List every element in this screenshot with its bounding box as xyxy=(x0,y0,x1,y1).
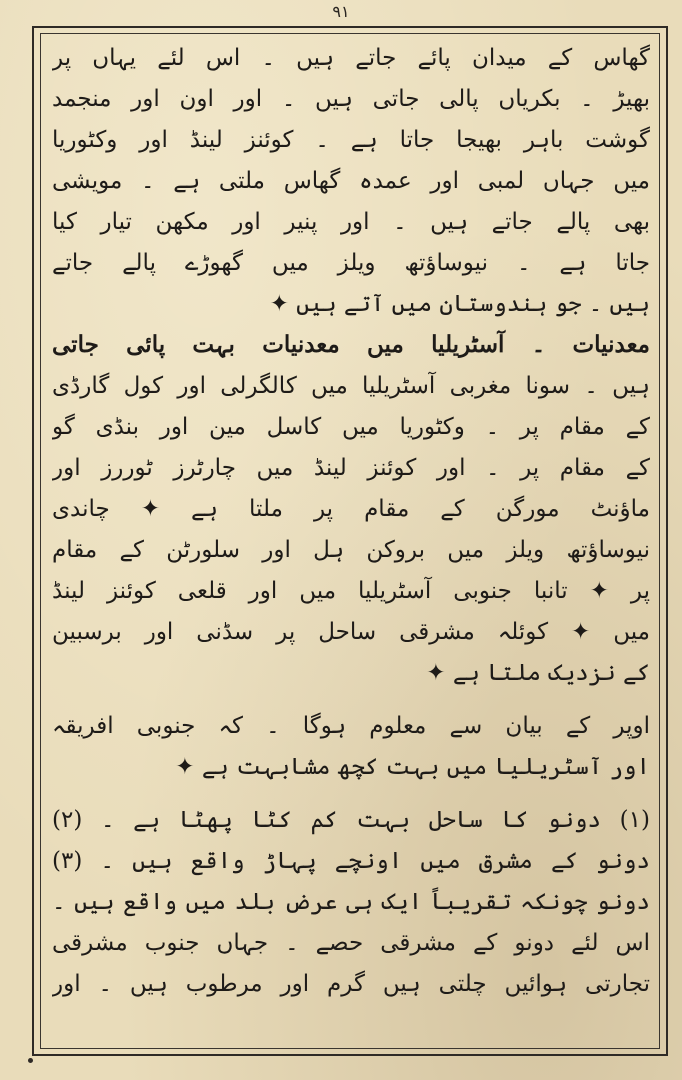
section-heading-line: معدنیات ۔ آسٹریلیا میں معدنیات بہت پائی جاتی xyxy=(52,331,650,358)
text-line: گھاس کے میدان پائے جاتے ہیں ۔ اس لئے یہاں پر xyxy=(52,45,650,71)
text-line: جاتا ہے ۔ نیوساؤتھ ویلز میں گھوڑے پالے جاتے xyxy=(52,250,650,276)
text-line: تجارتی ہوائیں چلتی ہیں گرم اور مرطوب ہیں ۔ اور xyxy=(52,971,650,997)
text-line: بھیڑ ۔ بکریاں پالی جاتی ہیں ۔ اور اون اور منجمد xyxy=(52,86,650,112)
text-line: نیوساؤتھ ویلز میں بروکن ہل اور سلورٹن کے مقام xyxy=(52,537,650,563)
ink-dot xyxy=(28,1058,33,1063)
text-line: دونو کے مشرق میں اونچے پہاڑ واقع ہیں ۔ (۳) xyxy=(52,848,650,874)
text-line: گوشت باہر بھیجا جاتا ہے ۔ کوئنز لینڈ اور وکٹوریا xyxy=(52,127,650,153)
text-line: کے مقام پر ۔ وکٹوریا میں کاسل مین اور بنڈی گو xyxy=(52,414,650,440)
text-line: اور آسٹریلیا میں بہت کچھ مشابہت ہے ✦ xyxy=(175,754,650,780)
text-line: اس لئے دونو کے مشرقی حصے ۔ جہاں جنوب مشرقی xyxy=(52,930,650,956)
text-line: ہیں ۔ جو ہندوستان میں آتے ہیں ✦ xyxy=(269,291,650,317)
text-line: دونو چونکہ تقریباً ایک ہی عرض بلد میں واقع ہیں ۔ xyxy=(52,889,650,915)
text-line: پر ✦ تانبا جنوبی آسٹریلیا میں اور قلعی کوئنز لینڈ xyxy=(52,578,650,604)
text-line: میں جہاں لمبی اور عمدہ گھاس ملتی ہے ۔ مویشی xyxy=(52,168,650,194)
text-line: کے نزدیک ملتا ہے ✦ xyxy=(426,660,650,686)
text-line: ماؤنٹ مورگن کے مقام پر ملتا ہے ✦ چاندی xyxy=(52,496,650,522)
text-line: (۱) دونو کا ساحل بہت کم کٹا پھٹا ہے ۔ (۲) xyxy=(52,807,650,833)
page-number: ۹۱ xyxy=(332,2,350,21)
text-line: بھی پالے جاتے ہیں ۔ اور پنیر اور مکھن تیار کیا xyxy=(52,209,650,235)
text-line: اوپر کے بیان سے معلوم ہوگا ۔ کہ جنوبی افریقہ xyxy=(52,713,650,739)
text-line: میں ✦ کوئلہ مشرقی ساحل پر سڈنی اور برسبین xyxy=(52,619,650,645)
text-line: کے مقام پر ۔ اور کوئنز لینڈ میں چارٹرز ٹوررز اور xyxy=(52,455,650,481)
text-line: ہیں ۔ سونا مغربی آسٹریلیا میں کالگرلی اور کول گارڈی xyxy=(52,373,650,399)
page-text xyxy=(52,40,650,1040)
